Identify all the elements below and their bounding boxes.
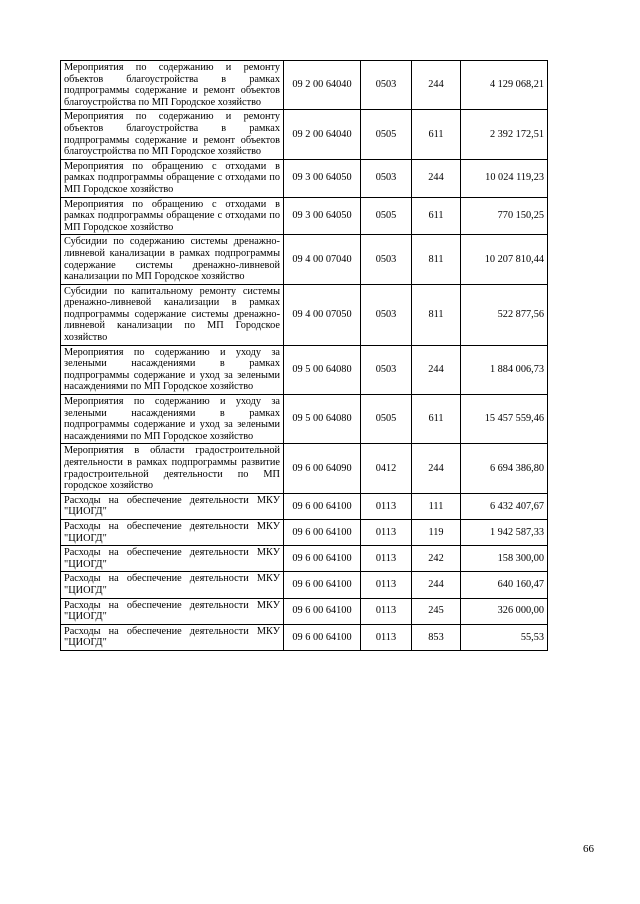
expense-type-cell: 811 [412, 235, 461, 284]
table-row [61, 159, 548, 197]
amount-cell: 10 207 810,44 [461, 235, 548, 284]
section-code-cell: 0113 [361, 546, 412, 572]
expense-name-cell: Мероприятия по содержанию и уходу за зелеными насаждениями в рамках подпрограммы содержание и уход за зелеными насаждениями по МП Городское хозяйство [61, 395, 284, 444]
table-row [61, 110, 548, 159]
section-code-cell: 0113 [361, 519, 412, 545]
expense-name-cell: Мероприятия по обращению с отходами в рамках подпрограммы обращение с отходами по МП Городское хозяйство [61, 197, 284, 235]
expense-type-cell: 611 [412, 197, 461, 235]
section-code-cell: 0503 [361, 235, 412, 284]
target-article-cell: 09 6 00 64100 [284, 493, 361, 519]
amount-cell: 522 877,56 [461, 284, 548, 345]
expense-name-cell: Мероприятия в области градостроительной деятельности в рамках подпрограммы развитие градостроительной деятельности по МП городское хозяйство [61, 444, 284, 493]
target-article-cell: 09 6 00 64100 [284, 546, 361, 572]
expense-type-cell: 111 [412, 493, 461, 519]
expense-name-cell: Расходы на обеспечение деятельности МКУ "ЦИОГД" [61, 598, 284, 624]
table-row [61, 519, 548, 545]
amount-cell: 10 024 119,23 [461, 159, 548, 197]
target-article-cell: 09 5 00 64080 [284, 345, 361, 394]
expense-name-cell: Расходы на обеспечение деятельности МКУ "ЦИОГД" [61, 493, 284, 519]
expense-type-cell: 244 [412, 345, 461, 394]
section-code-cell: 0503 [361, 159, 412, 197]
target-article-cell: 09 6 00 64100 [284, 598, 361, 624]
amount-cell: 6 432 407,67 [461, 493, 548, 519]
section-code-cell: 0503 [361, 284, 412, 345]
amount-cell: 326 000,00 [461, 598, 548, 624]
budget-table [60, 60, 548, 651]
expense-type-cell: 245 [412, 598, 461, 624]
expense-type-cell: 611 [412, 110, 461, 159]
expense-type-cell: 242 [412, 546, 461, 572]
section-code-cell: 0505 [361, 197, 412, 235]
amount-cell: 1 942 587,33 [461, 519, 548, 545]
amount-cell: 6 694 386,80 [461, 444, 548, 493]
table-row [61, 345, 548, 394]
expense-type-cell: 811 [412, 284, 461, 345]
expense-name-cell: Мероприятия по содержанию и ремонту объектов благоустройства в рамках подпрограммы содержание и ремонт объектов благоустройства по МП Городское хозяйство [61, 110, 284, 159]
expense-name-cell: Субсидии по содержанию системы дренажно-ливневой канализации в рамках подпрограммы содержание системы дренажно-ливневой канализации по МП Городское хозяйство [61, 235, 284, 284]
target-article-cell: 09 2 00 64040 [284, 110, 361, 159]
section-code-cell: 0113 [361, 572, 412, 598]
table-row [61, 444, 548, 493]
amount-cell: 1 884 006,73 [461, 345, 548, 394]
target-article-cell: 09 5 00 64080 [284, 395, 361, 444]
table-row [61, 395, 548, 444]
target-article-cell: 09 3 00 64050 [284, 197, 361, 235]
table-row [61, 624, 548, 650]
expense-name-cell: Расходы на обеспечение деятельности МКУ "ЦИОГД" [61, 624, 284, 650]
expense-type-cell: 244 [412, 159, 461, 197]
amount-cell: 640 160,47 [461, 572, 548, 598]
amount-cell: 158 300,00 [461, 546, 548, 572]
target-article-cell: 09 4 00 07050 [284, 284, 361, 345]
expense-name-cell: Субсидии по капитальному ремонту системы дренажно-ливневой канализации в рамках подпрограммы содержание системы дренажно-ливневой канализации по МП Городское хозяйство [61, 284, 284, 345]
section-code-cell: 0505 [361, 395, 412, 444]
section-code-cell: 0503 [361, 345, 412, 394]
expense-name-cell: Расходы на обеспечение деятельности МКУ "ЦИОГД" [61, 519, 284, 545]
expense-name-cell: Расходы на обеспечение деятельности МКУ "ЦИОГД" [61, 546, 284, 572]
expense-type-cell: 244 [412, 572, 461, 598]
amount-cell: 55,53 [461, 624, 548, 650]
section-code-cell: 0503 [361, 61, 412, 110]
expense-type-cell: 244 [412, 61, 461, 110]
section-code-cell: 0113 [361, 624, 412, 650]
page-number: 66 [583, 843, 594, 855]
table-row [61, 546, 548, 572]
table-row [61, 235, 548, 284]
expense-type-cell: 119 [412, 519, 461, 545]
target-article-cell: 09 6 00 64100 [284, 519, 361, 545]
expense-name-cell: Мероприятия по обращению с отходами в рамках подпрограммы обращение с отходами по МП Городское хозяйство [61, 159, 284, 197]
section-code-cell: 0113 [361, 493, 412, 519]
section-code-cell: 0412 [361, 444, 412, 493]
target-article-cell: 09 2 00 64040 [284, 61, 361, 110]
amount-cell: 770 150,25 [461, 197, 548, 235]
amount-cell: 15 457 559,46 [461, 395, 548, 444]
table-row [61, 197, 548, 235]
target-article-cell: 09 6 00 64100 [284, 624, 361, 650]
table-row [61, 284, 548, 345]
expense-name-cell: Мероприятия по содержанию и уходу за зелеными насаждениями в рамках подпрограммы содержание и уход за зелеными насаждениями по МП Городское хозяйство [61, 345, 284, 394]
table-row [61, 493, 548, 519]
section-code-cell: 0113 [361, 598, 412, 624]
expense-type-cell: 244 [412, 444, 461, 493]
budget-table-body [61, 61, 548, 651]
expense-type-cell: 853 [412, 624, 461, 650]
target-article-cell: 09 3 00 64050 [284, 159, 361, 197]
target-article-cell: 09 4 00 07040 [284, 235, 361, 284]
target-article-cell: 09 6 00 64090 [284, 444, 361, 493]
table-row [61, 598, 548, 624]
expense-name-cell: Мероприятия по содержанию и ремонту объектов благоустройства в рамках подпрограммы содержание и ремонт объектов благоустройства по МП Городское хозяйство [61, 61, 284, 110]
table-row [61, 61, 548, 110]
section-code-cell: 0505 [361, 110, 412, 159]
target-article-cell: 09 6 00 64100 [284, 572, 361, 598]
expense-type-cell: 611 [412, 395, 461, 444]
amount-cell: 2 392 172,51 [461, 110, 548, 159]
amount-cell: 4 129 068,21 [461, 61, 548, 110]
expense-name-cell: Расходы на обеспечение деятельности МКУ "ЦИОГД" [61, 572, 284, 598]
table-row [61, 572, 548, 598]
